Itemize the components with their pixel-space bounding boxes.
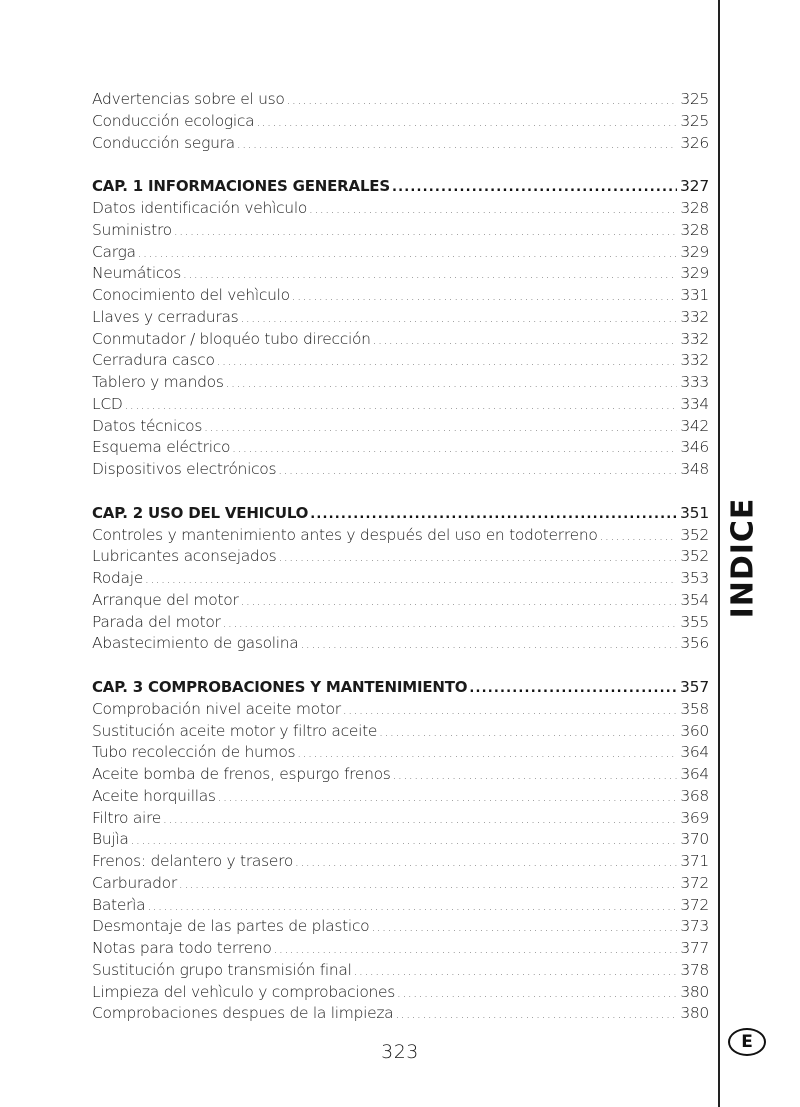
toc-entry-label: Comprobaciones despues de la limpieza	[92, 1004, 394, 1023]
toc-entry[interactable]	[92, 938, 709, 960]
toc-entry-page: 356	[680, 634, 709, 653]
toc-entry-page: 380	[680, 982, 709, 1001]
toc-entry[interactable]	[92, 1003, 709, 1025]
toc-entry-page: 354	[680, 590, 709, 609]
toc-entry[interactable]	[92, 372, 709, 394]
toc-entry-page: 373	[680, 917, 709, 936]
dot-leader	[125, 395, 678, 417]
toc-entry[interactable]	[92, 285, 709, 307]
toc-entry-label: Parada del motor	[92, 612, 221, 631]
dot-leader	[354, 961, 678, 983]
toc-entry-label: Rodaje	[92, 569, 143, 587]
chapter-heading-label: CAP. 1 INFORMACIONES GENERALES	[92, 177, 390, 196]
toc-entry-label: Desmontaje de las partes de plastico	[92, 917, 370, 936]
toc-entry-page: 369	[680, 808, 709, 827]
toc-entry[interactable]	[92, 416, 709, 438]
toc-entry-page: 332	[680, 351, 709, 370]
toc-entry-page: 329	[680, 264, 709, 283]
dot-leader	[301, 634, 678, 656]
chapter-heading[interactable]	[92, 176, 709, 198]
dot-leader	[163, 809, 677, 831]
dot-leader	[131, 830, 678, 852]
toc-entry-label: Controles y mantenimiento antes y después del uso en todoterreno	[92, 525, 598, 544]
chapter-heading-page: 357	[680, 678, 709, 696]
dot-leader	[138, 243, 678, 265]
toc-entry[interactable]	[92, 895, 709, 917]
chapter-heading-page: 327	[680, 177, 709, 196]
toc-entry-page: 378	[680, 960, 709, 979]
toc-entry-label: Lubricantes aconsejados	[92, 547, 277, 566]
toc-entry-page: 334	[680, 394, 709, 413]
chapter-heading-label: CAP. 3 COMPROBACIONES Y MANTENIMIENTO	[92, 678, 468, 696]
dot-leader	[373, 330, 678, 352]
dot-leader	[371, 917, 677, 939]
toc-entry-label: Comprobación nivel aceite motor	[92, 699, 341, 718]
toc-entry-label: Conducción segura	[92, 133, 235, 152]
toc-entry-label: Dispositivos electrónicos	[92, 460, 277, 478]
toc-entry[interactable]	[92, 263, 709, 285]
margin-divider	[718, 0, 720, 1107]
toc-entry-label: Aceite bomba de frenos, espurgo frenos	[92, 765, 391, 783]
toc-entry-page: 329	[680, 242, 709, 261]
toc-section-intro	[92, 89, 709, 154]
dot-leader	[147, 896, 677, 918]
chapter-heading-label: CAP. 2 USO DEL VEHICULO	[92, 503, 309, 522]
toc-entry[interactable]	[92, 721, 709, 743]
dot-leader	[183, 264, 677, 286]
language-badge: E	[728, 1028, 766, 1056]
toc-entry[interactable]	[92, 786, 709, 808]
toc-entry-page: 353	[680, 569, 709, 587]
toc-entry-label: Filtro aire	[92, 808, 161, 827]
toc-entry[interactable]	[92, 699, 709, 721]
toc-entry-page: 332	[680, 307, 709, 326]
dot-leader	[287, 90, 678, 112]
toc-entry-label: Datos identificación vehìculo	[92, 199, 308, 217]
toc-entry[interactable]	[92, 198, 709, 220]
dot-leader	[343, 700, 677, 722]
dot-leader	[395, 1004, 677, 1026]
dot-leader	[241, 591, 678, 613]
dot-leader	[226, 373, 678, 395]
toc-entry-label: Aceite horquillas	[92, 786, 216, 805]
chapter-heading[interactable]	[92, 677, 709, 699]
toc-entry-label: Sustitución grupo transmisión final	[92, 960, 352, 979]
toc-entry-page: 371	[680, 852, 709, 870]
toc-entry-page: 368	[680, 786, 709, 805]
dot-leader	[295, 852, 677, 874]
toc-entry-label: Tubo recolección de humos	[92, 743, 296, 762]
dot-leader	[274, 939, 678, 961]
toc-entry[interactable]	[92, 873, 709, 895]
toc-entry-label: Notas para todo terreno	[92, 939, 272, 957]
toc-entry-page: 372	[680, 895, 709, 914]
toc-entry[interactable]	[92, 350, 709, 372]
chapter-heading-page: 351	[680, 503, 709, 522]
toc-section-cap-2	[92, 503, 709, 655]
side-index-title: INDICE	[725, 497, 761, 619]
dot-leader	[310, 504, 677, 526]
toc-entry-page: 325	[680, 111, 709, 130]
dot-leader	[223, 613, 678, 635]
toc-entry[interactable]	[92, 590, 709, 612]
dot-leader	[469, 678, 677, 700]
toc-entry-label: Llaves y cerraduras	[92, 307, 239, 326]
toc-entry-label: Conducción ecologica	[92, 111, 255, 130]
toc-entry-page: 333	[680, 373, 709, 391]
dot-leader	[278, 460, 677, 482]
toc-entry[interactable]	[92, 459, 709, 481]
toc-entry-label: Tablero y mandos	[92, 373, 224, 391]
dot-leader	[292, 286, 678, 308]
toc-section-cap-1	[92, 176, 709, 481]
toc-entry-page: 346	[680, 438, 709, 457]
toc-entry[interactable]	[92, 525, 709, 547]
toc-entry-label: Advertencias sobre el uso	[92, 90, 285, 108]
toc-entry-label: Carga	[92, 242, 136, 261]
toc-entry-page: 342	[680, 416, 709, 435]
toc-entry-label: Neumáticos	[92, 264, 182, 283]
dot-leader	[179, 874, 677, 896]
dot-leader	[397, 983, 677, 1005]
dot-leader	[232, 438, 677, 460]
toc-entry[interactable]	[92, 307, 709, 329]
toc-entry[interactable]	[92, 960, 709, 982]
dot-leader	[204, 417, 677, 439]
toc-entry-label: Carburador	[92, 873, 177, 892]
toc-entry[interactable]	[92, 220, 709, 242]
toc-entry-label: Bujìa	[92, 830, 129, 849]
toc-entry-page: 364	[680, 765, 709, 783]
toc-entry-page: 377	[680, 939, 709, 957]
toc-entry-page: 328	[680, 199, 709, 217]
toc-entry[interactable]	[92, 829, 709, 851]
toc-section-cap-3	[92, 677, 709, 1025]
chapter-heading[interactable]	[92, 503, 709, 525]
toc-entry-label: Esquema eléctrico	[92, 438, 231, 457]
dot-leader	[256, 112, 677, 134]
toc-entry[interactable]	[92, 242, 709, 264]
dot-leader	[237, 134, 677, 156]
dot-leader	[379, 722, 677, 744]
toc-entry[interactable]	[92, 742, 709, 764]
dot-leader	[218, 787, 678, 809]
toc-entry-page: 331	[680, 286, 709, 304]
toc-entry-label: Abastecimiento de gasolina	[92, 634, 299, 653]
toc-entry[interactable]	[92, 851, 709, 873]
toc-entry[interactable]	[92, 329, 709, 351]
toc-entry-page: 328	[680, 220, 709, 239]
toc-entry[interactable]	[92, 111, 709, 133]
toc-entry-page: 352	[680, 547, 709, 566]
toc-entry[interactable]	[92, 394, 709, 416]
table-of-contents	[92, 89, 709, 1025]
toc-entry[interactable]	[92, 133, 709, 155]
dot-leader	[174, 221, 677, 243]
toc-entry[interactable]	[92, 808, 709, 830]
toc-entry-page: 360	[680, 721, 709, 740]
toc-entry-page: 355	[680, 612, 709, 631]
toc-entry-page: 370	[680, 830, 709, 849]
dot-leader	[278, 547, 677, 569]
toc-entry-label: Conmutador / bloquéo tubo dirección	[92, 329, 371, 348]
toc-entry-label: Baterìa	[92, 895, 146, 914]
toc-entry[interactable]	[92, 612, 709, 634]
toc-entry-label: Cerradura casco	[92, 351, 215, 370]
toc-entry-page: 326	[680, 133, 709, 152]
dot-leader	[392, 177, 677, 199]
dot-leader	[145, 569, 677, 591]
toc-entry-page: 332	[680, 329, 709, 348]
dot-leader	[393, 765, 678, 787]
dot-leader	[309, 199, 677, 221]
toc-entry-page: 358	[680, 699, 709, 718]
toc-entry-label: Frenos: delantero y trasero	[92, 852, 294, 870]
page-number: 323	[381, 1041, 419, 1063]
toc-entry[interactable]	[92, 546, 709, 568]
toc-entry-label: Arranque del motor	[92, 590, 239, 609]
toc-entry-label: Datos técnicos	[92, 416, 203, 435]
toc-entry[interactable]	[92, 916, 709, 938]
toc-entry[interactable]	[92, 437, 709, 459]
toc-entry-label: Conocimiento del vehìculo	[92, 286, 290, 304]
toc-entry[interactable]	[92, 764, 709, 786]
dot-leader	[217, 351, 678, 373]
toc-entry-page: 364	[680, 743, 709, 762]
toc-entry-page: 380	[680, 1004, 709, 1023]
dot-leader	[297, 743, 677, 765]
toc-entry-label: Suministro	[92, 220, 172, 239]
toc-entry-page: 325	[680, 90, 709, 108]
dot-leader	[600, 526, 678, 548]
toc-entry-page: 352	[680, 525, 709, 544]
dot-leader	[240, 308, 677, 330]
toc-entry[interactable]	[92, 982, 709, 1004]
toc-entry[interactable]	[92, 633, 709, 655]
toc-entry-label: LCD	[92, 394, 123, 413]
toc-entry[interactable]	[92, 568, 709, 590]
toc-entry-page: 348	[680, 460, 709, 478]
toc-entry-page: 372	[680, 873, 709, 892]
toc-entry[interactable]	[92, 89, 709, 111]
toc-entry-label: Limpieza del vehìculo y comprobaciones	[92, 982, 396, 1001]
toc-entry-label: Sustitución aceite motor y filtro aceite	[92, 721, 378, 740]
